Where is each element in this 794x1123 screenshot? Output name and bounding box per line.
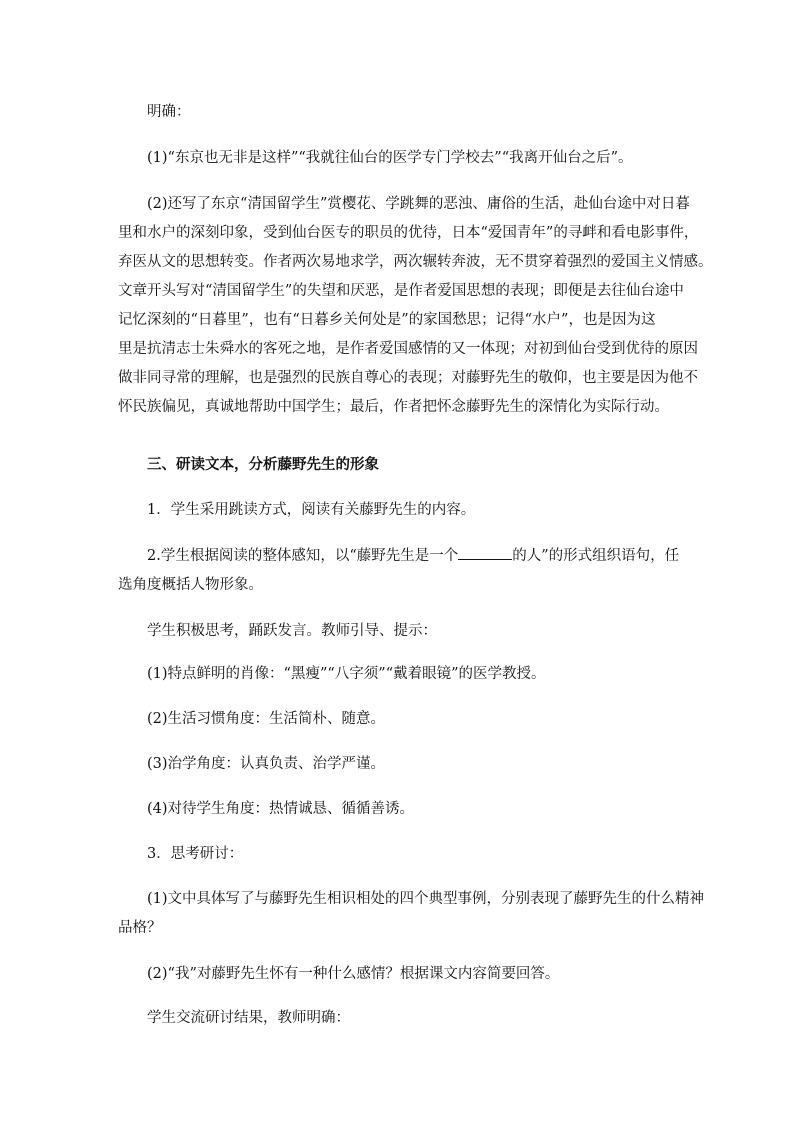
text-segment: 的人”的形式组织语句，任	[512, 548, 680, 564]
text-line: 做非同寻常的理解，也是强烈的民族自尊心的表现；对藤野先生的敬仰，也主要是因为他不	[118, 370, 698, 386]
fill-in-blank	[458, 545, 512, 560]
paragraph-point-2	[118, 705, 707, 734]
text-line: 弃医从文的思想转变。作者两次易地求学，两次辗转奔波，无不贯穿着强烈的爱国主义情感。	[118, 254, 713, 270]
heading-text: 三、研读文本，分析藤野先生的形象	[147, 456, 379, 473]
text-segment: 2.学生根据阅读的整体感知，以“藤野先生是一个	[147, 548, 459, 564]
text-line: 学生积极思考，踊跃发言。教师引导、提示：	[147, 623, 437, 639]
text-line: (1)“东京也无非是这样”“我就往仙台的医学专门学校去”“我离开仙台之后”。	[147, 150, 633, 166]
paragraph-answer-2	[118, 190, 713, 422]
text-line: 里是抗清志士朱舜水的客死之地，是作者爱国感情的又一体现；对初到仙台受到优待的原因	[118, 341, 698, 357]
paragraph-answer-label	[118, 98, 707, 127]
text-line: 怀民族偏见，真诚地帮助中国学生；最后，作者把怀念藤野先生的深情化为实际行动。	[118, 399, 669, 415]
paragraph-point-1	[118, 660, 707, 689]
text-line: (2)“我”对藤野先生怀有一种什么感情？根据课文内容简要回答。	[147, 966, 560, 982]
text-line: (1)特点鲜明的肖像：“黑瘦”“八字须”“戴着眼镜”的医学教授。	[147, 666, 546, 682]
text-line: 3．思考研讨：	[147, 846, 244, 862]
text-line: 学生交流研讨结果，教师明确：	[147, 1010, 350, 1026]
text-line: 里和水户的深刻印象，受到仙台医专的职员的优待，日本“爱国青年”的寻衅和看电影事件，	[118, 225, 699, 241]
text-line: 记忆深刻的“日暮里”，也有“日暮乡关何处是”的家国愁思；记得“水户”，也是因为这	[118, 312, 656, 328]
section-heading	[118, 450, 707, 479]
text-line: (3)治学角度：认真负责、治学严谨。	[147, 756, 386, 772]
text-line: 文章开头写对“清国留学生”的失望和厌恶，是作者爱国思想的表现；即便是去往仙台途中	[118, 283, 684, 299]
text-line: 品格？	[118, 920, 162, 936]
paragraph-answer-1	[118, 144, 707, 173]
text-line: 1．学生采用跳读方式，阅读有关藤野先生的内容。	[147, 502, 476, 518]
paragraph-student-activity	[118, 617, 707, 646]
text-line: (2)还写了东京“清国留学生”赏樱花、学跳舞的恶浊、庸俗的生活，赴仙台途中对日暮	[147, 196, 690, 212]
text-line: (2)生活习惯角度：生活简朴、随意。	[147, 711, 386, 727]
paragraph-step-3	[118, 840, 707, 869]
text-line: (1)文中具体写了与藤野先生相识相处的四个典型事例，分别表现了藤野先生的什么精神	[147, 891, 705, 907]
text-line	[118, 542, 678, 571]
paragraph-step-1	[118, 496, 707, 525]
text-line: (4)对待学生角度：热情诚恳、循循善诱。	[147, 801, 415, 817]
paragraph-point-3	[118, 750, 707, 779]
paragraph-question-2	[118, 960, 707, 989]
text-line: 明确：	[147, 104, 191, 120]
paragraph-step-2	[118, 542, 678, 600]
paragraph-teacher-answer	[118, 1004, 707, 1033]
paragraph-point-4	[118, 795, 707, 824]
paragraph-question-1	[118, 885, 705, 943]
text-line: 选角度概括人物形象。	[118, 577, 263, 593]
